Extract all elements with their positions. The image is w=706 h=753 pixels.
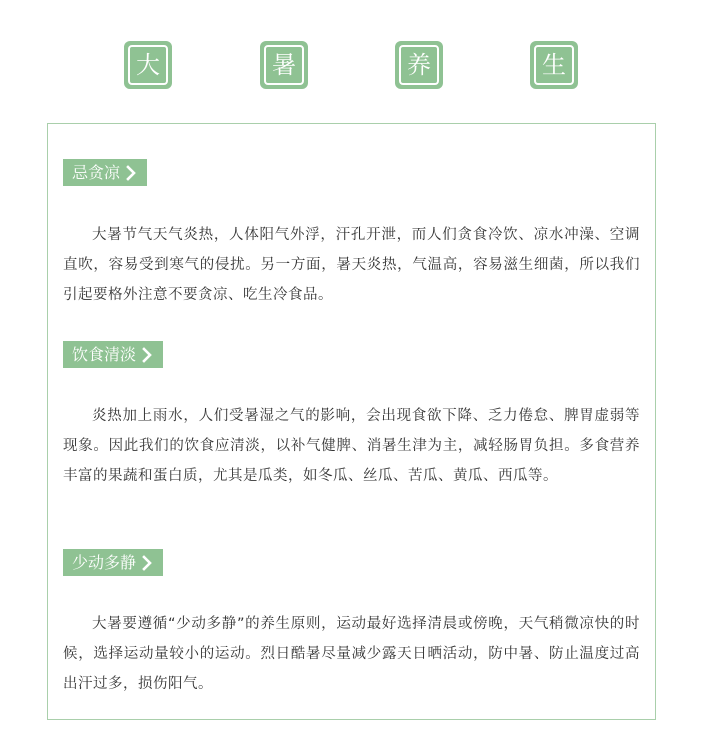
title-char: 大: [128, 45, 168, 85]
title-char: 生: [534, 45, 574, 85]
title-banner: [0, 41, 706, 89]
section-heading-light-diet: [63, 341, 163, 368]
chevron-right-icon: [123, 165, 139, 181]
section-heading-label: 饮食清淡: [72, 345, 137, 364]
title-char-tile: [260, 41, 308, 89]
title-char-tile: [395, 41, 443, 89]
chevron-right-icon: [139, 347, 155, 363]
title-char: 暑: [264, 45, 304, 85]
title-char-tile: [530, 41, 578, 89]
section-body: 大暑要遵循“少动多静”的养生原则，运动最好选择清晨或傍晚，天气稍微凉快的时候，选择运动量较小的运动。烈日酷暑尽量减少露天日晒活动，防中暑、防止温度过高出汗过多，损伤阳气。: [63, 616, 640, 692]
section-heading-less-motion: [63, 549, 163, 576]
section-body: 大暑节气天气炎热，人体阳气外浮，汗孔开泄，而人们贪食冷饮、凉水冲澡、空调直吹，容易受到寒气的侵扰。另一方面，暑天炎热，气温高，容易滋生细菌，所以我们引起要格外注意不要贪凉、吃生冷食品。: [63, 227, 640, 303]
section-heading-label: 忌贪凉: [72, 163, 121, 182]
section-heading-label: 少动多静: [72, 553, 137, 572]
title-char: 养: [399, 45, 439, 85]
title-char-tile: [124, 41, 172, 89]
content-card: [47, 123, 656, 720]
chevron-right-icon: [139, 555, 155, 571]
section-heading-avoid-cold: [63, 159, 147, 186]
section-body: 炎热加上雨水，人们受暑湿之气的影响，会出现食欲下降、乏力倦怠、脾胃虚弱等现象。因此我们的饮食应清淡，以补气健脾、消暑生津为主，减轻肠胃负担。多食营养丰富的果蔬和蛋白质，尤其是瓜类，如冬瓜、丝瓜、苦瓜、黄瓜、西瓜等。: [63, 408, 640, 484]
